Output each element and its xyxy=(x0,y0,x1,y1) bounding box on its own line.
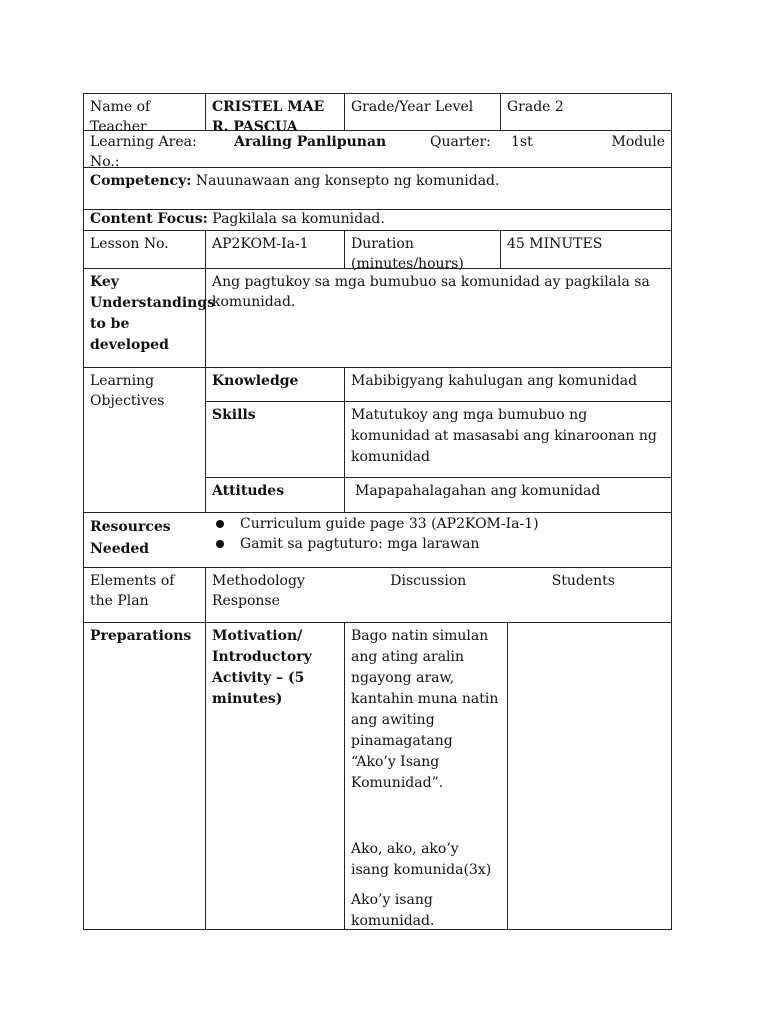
discussion-paragraph-1: Bago natin simulan ang ating aralin ngayong araw, kantahin muna natin ang awiting pinamagatang “Ako’y Isang Komunidad”. xyxy=(351,628,499,791)
resource-item-1: Curriculum guide page 33 (AP2KOM-Ia-1) xyxy=(240,516,539,532)
song-line-2: Ako’y isang komunidad. xyxy=(351,892,435,929)
methodology-label: Methodology xyxy=(212,573,305,589)
duration-value: 45 MINUTES xyxy=(507,236,603,252)
bullet-icon xyxy=(216,540,224,548)
quarter-label: Quarter: xyxy=(430,134,491,150)
preparations-label: Preparations xyxy=(90,628,192,644)
attitudes-label: Attitudes xyxy=(212,483,285,499)
duration-label: Duration (minutes/hours) xyxy=(351,236,464,272)
knowledge-value: Mabibigyang kahulugan ang komunidad xyxy=(351,373,638,389)
bullet-icon xyxy=(216,520,224,528)
list-item xyxy=(212,514,665,534)
skills-label: Skills xyxy=(212,407,256,423)
module-no-label: No.: xyxy=(90,154,120,170)
grade-level-label: Grade/Year Level xyxy=(351,99,474,115)
students-response-cell xyxy=(508,622,671,630)
students-label: Students xyxy=(551,573,615,589)
content-focus-value: Pagkilala sa komunidad. xyxy=(212,211,385,227)
learning-area-label: Learning Area: xyxy=(90,134,197,150)
elements-header xyxy=(206,567,671,615)
discussion-text xyxy=(345,622,507,936)
attitudes-value: Mapapahalagahan ang komunidad xyxy=(355,483,601,499)
elements-of-plan-label: Elements of the Plan xyxy=(90,573,175,609)
module-label: Module xyxy=(611,134,665,150)
resource-item-2: Gamit sa pagtuturo: mga larawan xyxy=(240,536,480,552)
motivation-activity: Motivation/ Introductory Activity – (5 minutes) xyxy=(212,628,312,707)
skills-value: Matutukoy ang mga bumubuo ng komunidad at masasabi ang kinaroonan ng komunidad xyxy=(351,407,657,465)
resources-list xyxy=(206,512,671,558)
lesson-no-label: Lesson No. xyxy=(90,236,169,252)
knowledge-label: Knowledge xyxy=(212,373,299,389)
content-focus-label: Content Focus: xyxy=(90,211,208,227)
response-label: Response xyxy=(212,593,280,609)
competency-row xyxy=(84,167,671,195)
key-understandings-label: Key Understandings to be developed xyxy=(90,274,216,353)
learning-objectives-label: Learning Objectives xyxy=(90,373,165,409)
grade-level-value: Grade 2 xyxy=(507,99,564,115)
competency-value: Nauunawaan ang konsepto ng komunidad. xyxy=(195,173,500,189)
name-of-teacher-label: Name of Teacher xyxy=(90,99,151,135)
quarter-value: 1st xyxy=(511,134,533,150)
resources-needed-label: Resources Needed xyxy=(90,519,171,557)
learning-area-value: Araling Panlipunan xyxy=(234,134,387,150)
teacher-name: CRISTEL MAE R. PASCUA xyxy=(212,99,325,135)
list-item xyxy=(212,534,665,554)
lesson-no-value: AP2KOM-Ia-1 xyxy=(212,236,309,252)
song-line-1: Ako, ako, ako’y isang komunida(3x) xyxy=(351,841,492,878)
discussion-label: Discussion xyxy=(390,573,467,589)
key-understandings-value: Ang pagtukoy sa mga bumubuo sa komunidad ay pagkilala sa komunidad. xyxy=(212,274,650,310)
competency-label: Competency: xyxy=(90,173,192,189)
